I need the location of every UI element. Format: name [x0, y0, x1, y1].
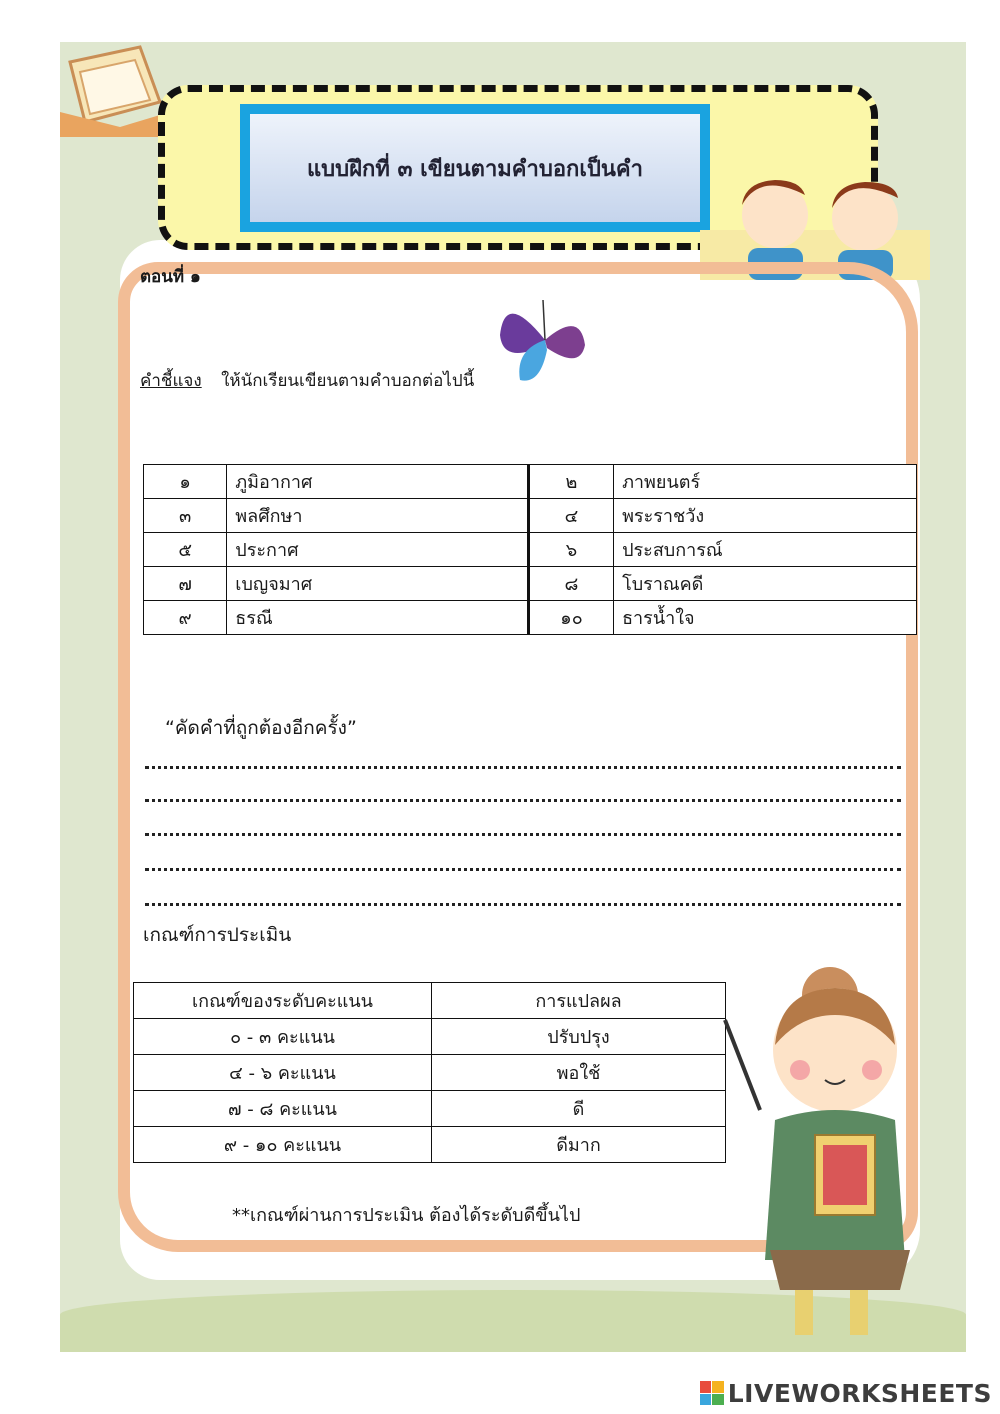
table-header-row: [134, 983, 726, 1019]
table-row: [144, 465, 917, 499]
word-cell: พลศึกษา: [227, 499, 529, 533]
word-cell: ภาพยนตร์: [614, 465, 917, 499]
writing-line-2[interactable]: [145, 799, 901, 802]
page-title: แบบฝึกที่ ๓ เขียนตามคำบอกเป็นคำ: [307, 155, 643, 182]
word-cell: พระราชวัง: [614, 499, 917, 533]
word-number: ๗: [144, 567, 227, 601]
table-row: [134, 1091, 726, 1127]
copy-heading: “คัดคำที่ถูกต้องอีกครั้ง”: [165, 717, 357, 739]
result: พอใช้: [432, 1055, 726, 1091]
book-illustration: [60, 42, 170, 137]
word-cell: ภูมิอากาศ: [227, 465, 529, 499]
table-row: [144, 499, 917, 533]
table-row: [134, 1127, 726, 1163]
liveworksheets-watermark: [700, 1378, 992, 1408]
instruction: [140, 367, 474, 394]
result: ปรับปรุง: [432, 1019, 726, 1055]
score-range: ๔ - ๖ คะแนน: [134, 1055, 432, 1091]
section-label: ตอนที่ ๑: [140, 267, 201, 287]
score-range: ๗ - ๘ คะแนน: [134, 1091, 432, 1127]
word-number: ๑: [144, 465, 227, 499]
table-row: [144, 601, 917, 635]
criteria-table: [133, 982, 726, 1163]
word-number: ๓: [144, 499, 227, 533]
column-header: การแปลผล: [432, 983, 726, 1019]
result: ดี: [432, 1091, 726, 1127]
result: ดีมาก: [432, 1127, 726, 1163]
score-range: ๙ - ๑๐ คะแนน: [134, 1127, 432, 1163]
table-row: [134, 1055, 726, 1091]
title-frame: [240, 104, 710, 232]
word-cell: ประสบการณ์: [614, 533, 917, 567]
word-cell: ประกาศ: [227, 533, 529, 567]
word-number: ๖: [528, 533, 613, 567]
criteria-heading: เกณฑ์การประเมิน: [143, 924, 292, 946]
butterfly-illustration: [495, 290, 595, 390]
word-number: ๑๐: [528, 601, 613, 635]
instruction-text: ให้นักเรียนเขียนตามคำบอกต่อไปนี้: [221, 371, 475, 391]
word-number: ๔: [528, 499, 613, 533]
teacher-illustration: [720, 960, 940, 1340]
writing-line-5[interactable]: [145, 903, 901, 906]
word-number: ๙: [144, 601, 227, 635]
word-cell: เบญจมาศ: [227, 567, 529, 601]
word-cell: ธรณี: [227, 601, 529, 635]
column-header: เกณฑ์ของระดับคะแนน: [134, 983, 432, 1019]
word-cell: โบราณคดี: [614, 567, 917, 601]
liveworksheets-logo-icon: [700, 1381, 724, 1405]
writing-line-4[interactable]: [145, 868, 901, 871]
writing-line-1[interactable]: [145, 766, 901, 769]
watermark-text: LIVEWORKSHEETS: [727, 1378, 992, 1408]
dictation-word-table: [143, 464, 917, 635]
word-number: ๘: [528, 567, 613, 601]
table-row: [144, 533, 917, 567]
pass-criteria-note: **เกณฑ์ผ่านการประเมิน ต้องได้ระดับดีขึ้นไป: [232, 1205, 581, 1226]
word-number: ๒: [528, 465, 613, 499]
table-row: [134, 1019, 726, 1055]
writing-line-3[interactable]: [145, 833, 901, 836]
instruction-label: คำชี้แจง: [140, 371, 202, 391]
score-range: ๐ - ๓ คะแนน: [134, 1019, 432, 1055]
word-number: ๕: [144, 533, 227, 567]
word-cell: ธารน้ำใจ: [614, 601, 917, 635]
table-row: [144, 567, 917, 601]
